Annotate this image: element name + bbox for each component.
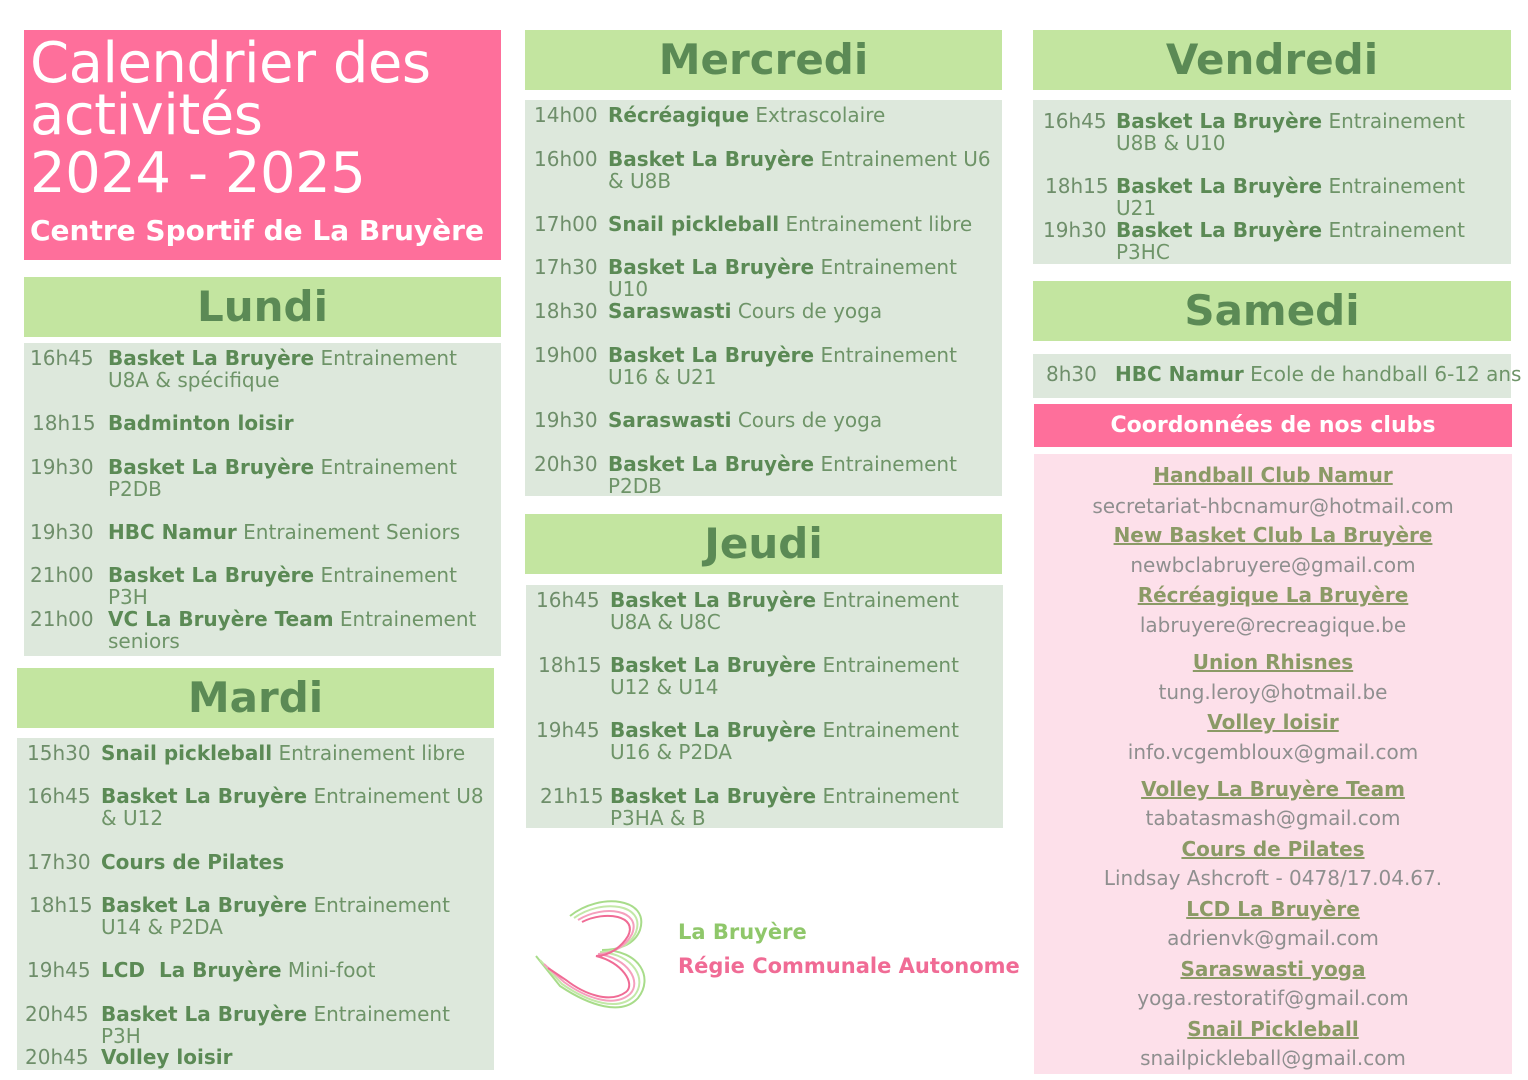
event-desc: Entrainement P2DB [108,455,457,501]
event-desc: Entrainement P3HA & B [610,784,959,830]
logo-line-1: La Bruyère [678,920,807,944]
logo-line-2: Régie Communale Autonome [678,954,1020,978]
event-row [525,104,1002,126]
event-time: 19h45 [536,718,600,742]
day-body-samedi [1033,354,1522,398]
event-desc: Ecole de handball 6-12 ans [1250,362,1522,386]
event-row [526,719,1003,763]
title-line-1: Calendrier des [30,31,431,96]
club-contact[interactable]: labruyere@recreagique.be [1139,613,1407,637]
day-body-jeudi [526,585,1003,828]
event-time: 19h30 [30,455,94,479]
day-header-lundi: Lundi [24,277,501,337]
event-time: 20h45 [25,1045,89,1069]
club-contact[interactable]: secretariat-hbcnamur@hotmail.com [1092,494,1454,518]
regie-logo [530,894,1020,1014]
club-name[interactable]: Handball Club Namur [1153,463,1393,487]
day-body-lundi [24,343,501,656]
title-line-2: activités [30,83,263,148]
event-row [24,456,501,500]
event-desc: Entrainement U21 [1116,174,1465,220]
logo-b-icon [530,894,670,1014]
event-row [525,344,1002,388]
event-desc: Entrainement U6 & U8B [608,147,991,193]
event-row [17,785,494,829]
event-club: Basket La Bruyère [608,452,815,476]
event-row [1033,219,1511,263]
title-line-3: 2024 - 2025 [30,141,366,206]
event-time: 20h45 [25,1002,89,1026]
event-row [24,564,501,608]
event-club: HBC Namur [1115,362,1244,386]
event-row [17,742,494,764]
event-club: Basket La Bruyère [608,343,815,367]
event-club: Badminton loisir [108,411,294,435]
event-time: 19h30 [534,408,598,432]
event-club: Basket La Bruyère [108,346,315,370]
club-name[interactable]: Volley La Bruyère Team [1141,777,1405,801]
event-row [525,409,1002,431]
event-desc: Cours de yoga [737,408,883,432]
event-time: 17h30 [27,850,91,874]
club-contact[interactable]: yoga.restoratif@gmail.com [1137,986,1409,1010]
event-desc: Entrainement P3H [101,1002,450,1048]
event-desc: Entrainement U8B & U10 [1116,109,1465,155]
event-time: 19h45 [27,958,91,982]
day-header-mardi: Mardi [17,668,494,728]
event-time: 19h30 [1043,218,1107,242]
event-desc: Entrainement P2DB [608,452,957,498]
event-club: Volley loisir [101,1045,233,1069]
day-body-vendredi [1033,100,1511,264]
event-row [1033,110,1511,154]
coordonnees-body [1034,454,1512,1074]
club-name[interactable]: Volley loisir [1207,710,1339,734]
event-desc: Entrainement libre [785,212,973,236]
event-desc: Entrainement Seniors [243,520,461,544]
event-time: 16h45 [536,588,600,612]
event-row [17,894,494,938]
event-row [525,148,1002,192]
title-subtitle: Centre Sportif de La Bruyère [30,214,484,247]
event-time: 19h00 [534,343,598,367]
event-time: 19h30 [30,520,94,544]
event-row [17,1046,494,1068]
event-row [526,589,1003,633]
event-row [17,1003,494,1047]
event-desc: Entrainement U10 [608,255,957,301]
event-time: 16h45 [30,346,94,370]
event-time: 16h45 [27,784,91,808]
event-desc: Mini-foot [287,958,376,982]
event-desc: Entrainement seniors [108,607,477,653]
event-club: Basket La Bruyère [610,784,817,808]
event-desc: Entrainement P3HC [1116,218,1465,264]
event-row [24,412,501,434]
calendar-title-box [24,30,501,260]
event-row [24,347,501,391]
event-time: 20h30 [534,452,598,476]
event-time: 18h15 [32,411,96,435]
event-club: Basket La Bruyère [108,563,315,587]
event-club: Basket La Bruyère [101,893,308,917]
event-club: LCD La Bruyère [101,958,282,982]
club-contact[interactable]: newbclabruyere@gmail.com [1130,553,1416,577]
event-row [526,785,1003,829]
event-time: 21h00 [30,563,94,587]
club-name[interactable]: Cours de Pilates [1181,837,1365,861]
event-club: Récréagique [608,103,750,127]
club-contact[interactable]: snailpickleball@gmail.com [1140,1046,1406,1070]
day-body-mardi [17,738,494,1070]
event-time: 17h30 [534,255,598,279]
event-club: Cours de Pilates [101,850,285,874]
event-time: 18h15 [29,893,93,917]
event-club: Basket La Bruyère [610,653,817,677]
coordonnees-header: Coordonnées de nos clubs [1034,404,1512,447]
event-club: Saraswasti [608,299,732,323]
club-name[interactable]: Snail Pickleball [1187,1017,1359,1041]
event-time: 14h00 [534,103,598,127]
day-body-mercredi [525,100,1002,496]
event-row [24,608,501,652]
event-desc: Entrainement U8A & U8C [610,588,959,634]
event-desc: Entrainement U16 & P2DA [610,718,959,764]
event-club: Basket La Bruyère [1116,174,1323,198]
event-desc: Entrainement P3H [108,563,457,609]
event-time: 18h15 [538,653,602,677]
event-row [525,300,1002,322]
event-club: VC La Bruyère Team [108,607,334,631]
club-name[interactable]: New Basket Club La Bruyère [1113,523,1433,547]
event-club: Basket La Bruyère [608,255,815,279]
day-header-mercredi: Mercredi [525,30,1002,90]
event-time: 8h30 [1046,362,1097,386]
event-row [525,453,1002,497]
club-contact: Lindsay Ashcroft - 0478/17.04.67. [1103,866,1443,890]
event-row [17,959,494,981]
event-row [526,654,1003,698]
club-contact[interactable]: info.vcgembloux@gmail.com [1127,740,1419,764]
event-row [17,851,494,873]
event-club: Basket La Bruyère [1116,109,1323,133]
club-name[interactable]: Union Rhisnes [1192,650,1354,674]
event-club: Basket La Bruyère [101,1002,308,1026]
event-club: Basket La Bruyère [610,588,817,612]
club-contact[interactable]: adrienvk@gmail.com [1167,926,1379,950]
event-row [1033,175,1511,219]
event-club: Snail pickleball [101,741,273,765]
club-name[interactable]: Saraswasti yoga [1180,957,1366,981]
event-desc: Entrainement U8 & U12 [101,784,484,830]
event-time: 16h45 [1043,109,1107,133]
event-desc: Entrainement U14 & P2DA [101,893,450,939]
event-club: Saraswasti [608,408,732,432]
club-name[interactable]: Récréagique La Bruyère [1137,583,1409,607]
event-desc: Entrainement U16 & U21 [608,343,957,389]
day-header-samedi: Samedi [1033,281,1511,341]
event-club: Basket La Bruyère [101,784,308,808]
day-header-vendredi: Vendredi [1033,30,1511,90]
event-club: Basket La Bruyère [108,455,315,479]
event-desc: Entrainement libre [278,741,466,765]
event-row [24,521,501,543]
event-desc: Extrascolaire [755,103,886,127]
event-time: 21h00 [30,607,94,631]
club-name[interactable]: LCD La Bruyère [1186,897,1360,921]
event-club: Basket La Bruyère [1116,218,1323,242]
event-desc: Entrainement U12 & U14 [610,653,959,699]
event-desc: Entrainement U8A & spécifique [108,346,457,392]
event-row [525,256,1002,300]
event-club: HBC Namur [108,520,237,544]
event-time: 17h00 [534,212,598,236]
event-desc: Cours de yoga [737,299,883,323]
event-time: 18h30 [534,299,598,323]
event-time: 16h00 [534,147,598,171]
event-time: 21h15 [540,784,604,808]
event-club: Basket La Bruyère [608,147,815,171]
event-club: Basket La Bruyère [610,718,817,742]
event-club: Snail pickleball [608,212,780,236]
event-row [525,213,1002,235]
event-time: 15h30 [27,741,91,765]
event-row [1033,362,1522,386]
club-contact[interactable]: tabatasmash@gmail.com [1145,806,1401,830]
day-header-jeudi: Jeudi [525,514,1002,574]
event-time: 18h15 [1045,174,1109,198]
club-contact[interactable]: tung.leroy@hotmail.be [1158,680,1388,704]
